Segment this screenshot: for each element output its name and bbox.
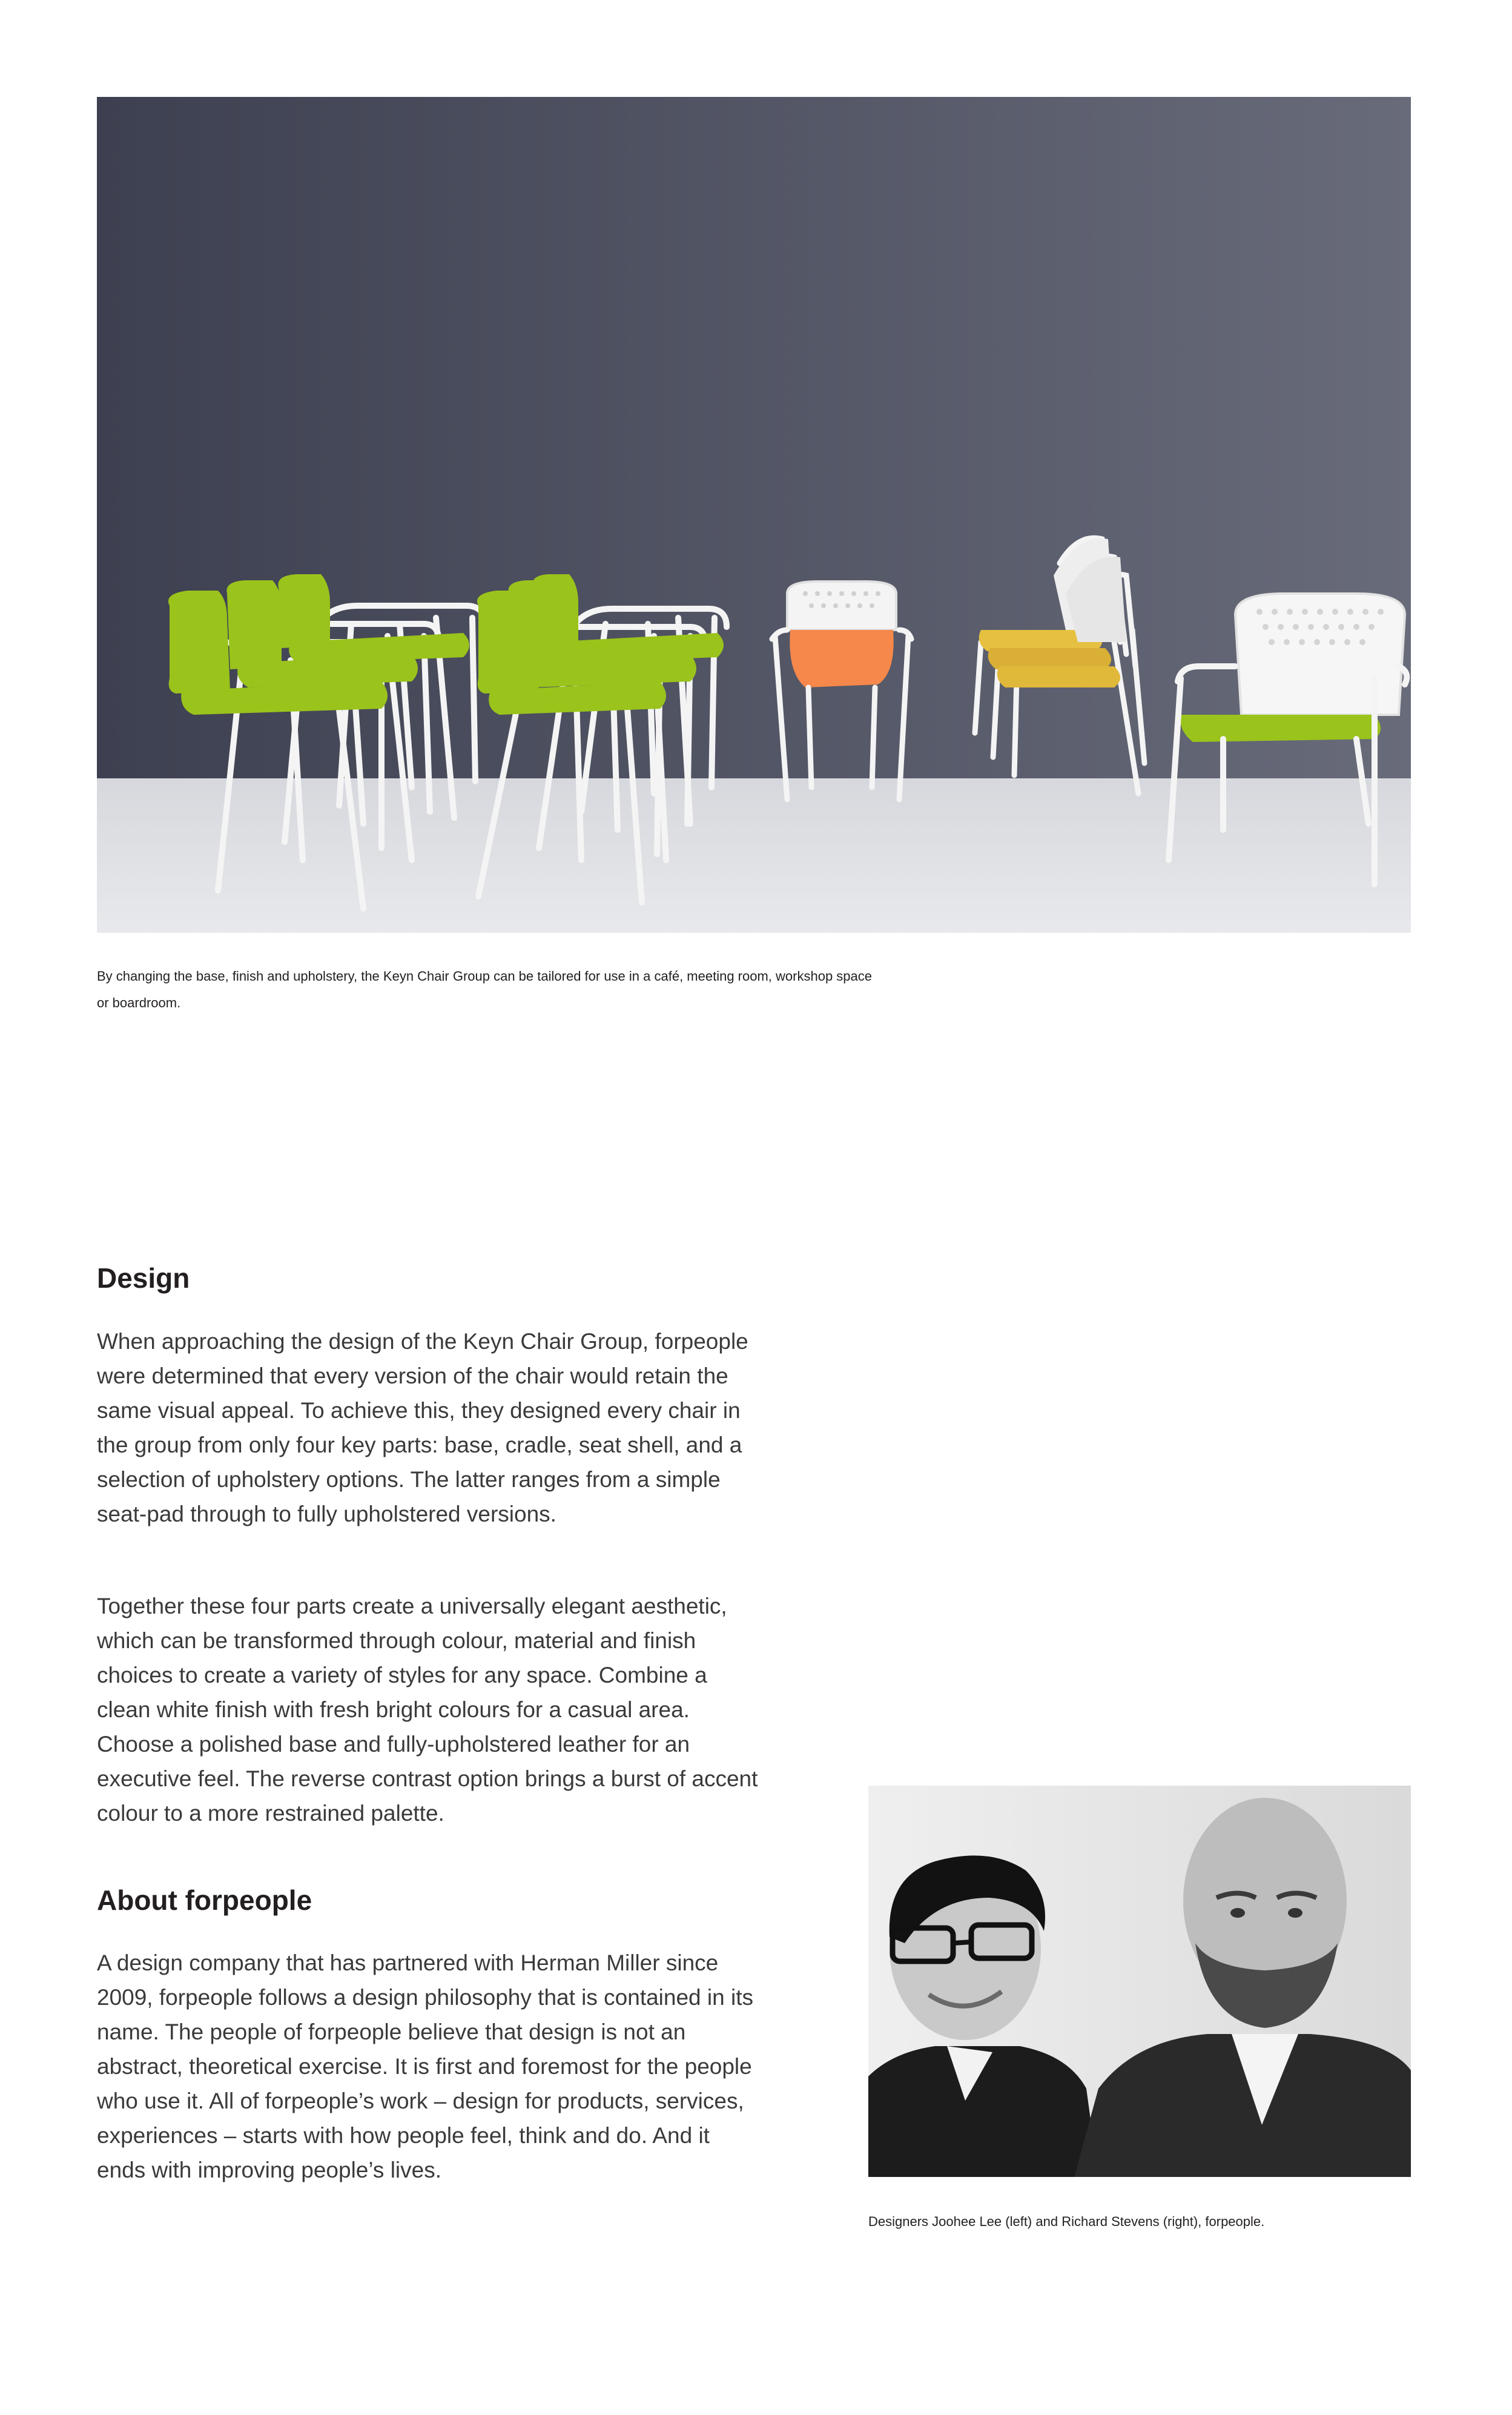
design-heading: Design <box>97 1262 190 1294</box>
about-paragraph: A design company that has partnered with Herman Miller since 2009, forpeople follows a design philosophy that is contained in its name. The people of forpeople believe that design is not an abstract, theoretical exercise. It is first and foremost for the people who use it. All of forpeople’s work – design for products, services, experiences – starts with how people feel, think and do. And it ends with improving people’s lives. <box>97 1950 753 2182</box>
floor <box>97 778 1411 933</box>
design-paragraph-2: Together these four parts create a universally elegant aesthetic, which can be transformed through colour, material and finish choices to create a variety of styles for any space. Combine a clean white finish with fresh bright colours for a casual area. Choose a polished base and fully-upholstered leather for an executive feel. The reverse contrast option brings a burst of accent colour to a more restrained palette. <box>97 1594 758 1826</box>
designers-caption: Designers Joohee Lee (left) and Richard Stevens (right), forpeople. <box>868 2214 1265 2229</box>
design-paragraph-1: When approaching the design of the Keyn Chair Group, forpeople were determined that every version of the chair would retain the same visual appeal. To achieve this, they designed every chair in the group from only four key parts: base, cradle, seat shell, and a selection of upholstery options. The latter ranges from a simple seat-pad through to fully upholstered versions. <box>97 1329 748 1526</box>
about-heading: About forpeople <box>97 1884 312 1916</box>
hero-caption: By changing the base, finish and upholstery, the Keyn Chair Group can be tailored for use in a café, meeting room, workshop space or boardroom. <box>97 969 872 1010</box>
designers-illustration <box>868 1786 1411 2177</box>
designers-photo <box>868 1786 1411 2177</box>
chairs-illustration <box>97 97 1411 933</box>
hero-photo <box>97 97 1411 933</box>
